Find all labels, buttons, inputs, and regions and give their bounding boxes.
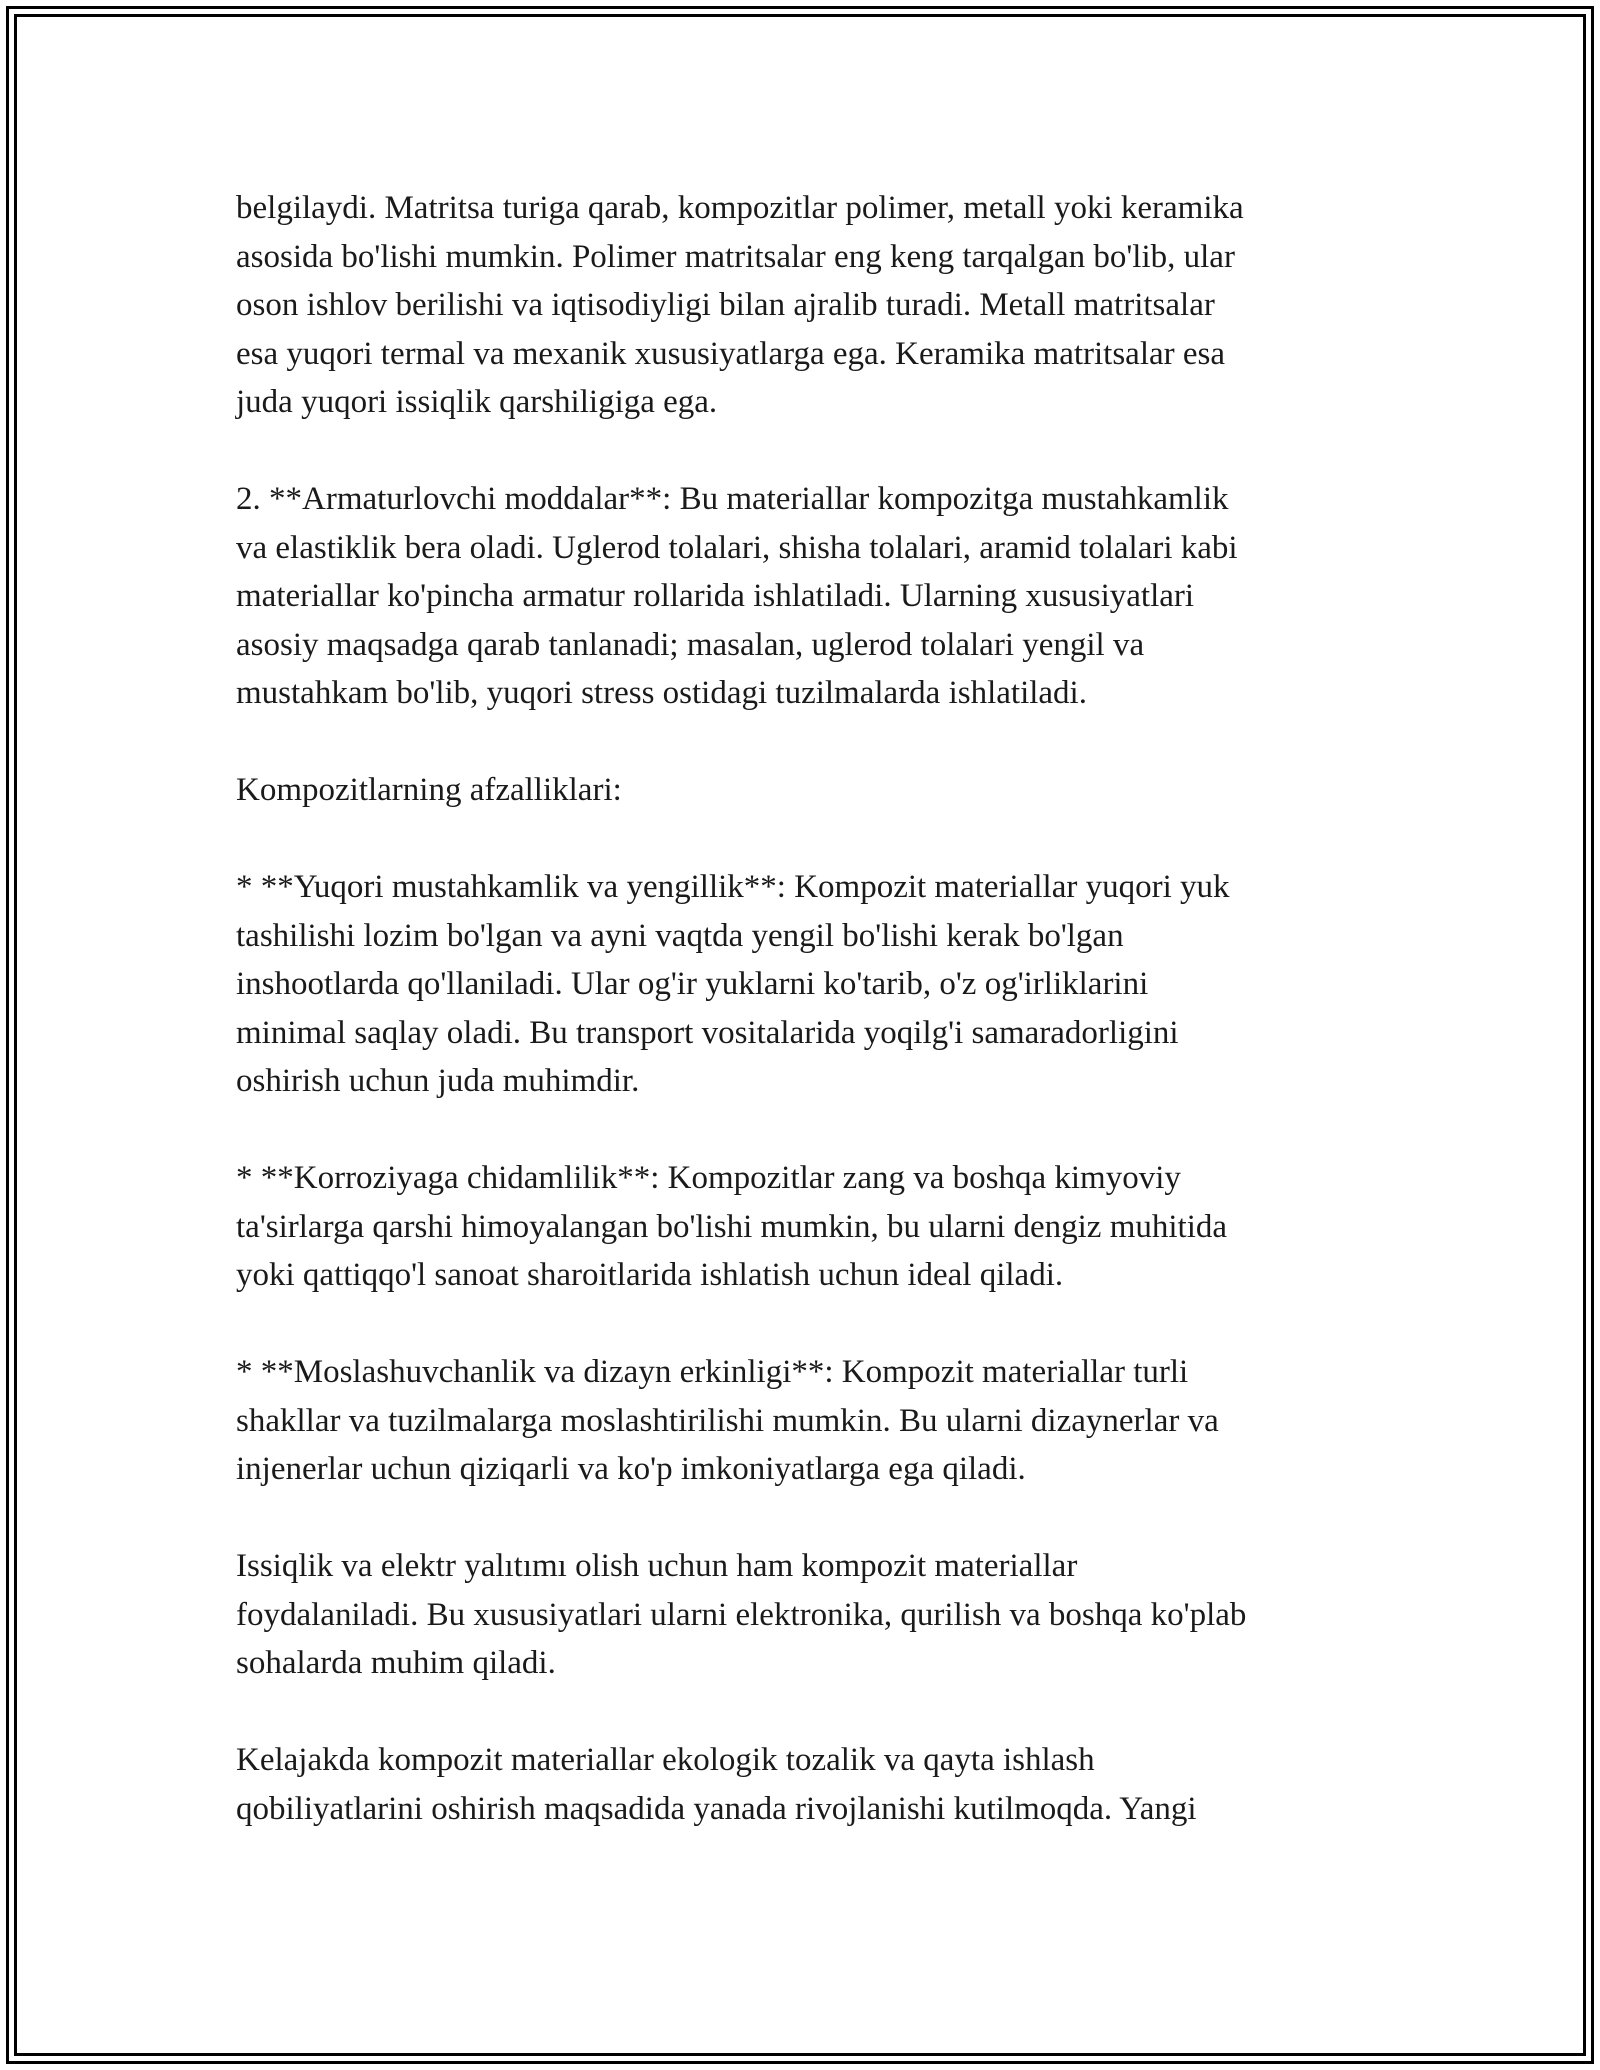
paragraph-reinforcing-agents: 2. **Armaturlovchi moddalar**: Bu materiallar kompozitga mustahkamlik va elastiklik bera oladi. Uglerod tolalari, shisha tolalari, aramid tolalari kabi materiallar ko'pincha armatur rollarida ishlatiladi. Ularning xususiyatlari asosiy maqsadga qarab tanlanadi; masalan, uglerod tolalari yengil va mustahkam bo'lib, yuqori stress ostidagi tuzilmalarda ishlatiladi.	[236, 481, 1238, 711]
paragraph-insulation: Issiqlik va elektr yalıtımı olish uchun ham kompozit materiallar foydalaniladi. Bu xususiyatlari ularni elektronika, qurilish va boshqa ko'plab sohalarda muhim qiladi.	[236, 1548, 1247, 1681]
paragraph-matrix-types: belgilaydi. Matritsa turiga qarab, kompozitlar polimer, metall yoki keramika asosida bo'lishi mumkin. Polimer matritsalar eng keng tarqalgan bo'lib, ular oson ishlov berilishi va iqtisodiyligi bilan ajralib turadi. Metall matritsalar esa yuqori termal va mexanik xususiyatlarga ega. Keramika matritsalar esa juda yuqori issiqlik qarshiligiga ega.	[236, 190, 1244, 420]
list-item-design-flexibility: * **Moslashuvchanlik va dizayn erkinligi**: Kompozit materiallar turli shakllar va tuzilmalarga moslashtirilishi mumkin. Bu ularni dizaynerlar va injenerlar uchun qiziqarli va ko'p imkoniyatlarga ega qiladi.	[236, 1354, 1219, 1487]
heading-advantages: Kompozitlarning afzalliklari:	[236, 772, 622, 808]
document-body	[236, 184, 1366, 1833]
list-item-strength-lightness: * **Yuqori mustahkamlik va yengillik**: Kompozit materiallar yuqori yuk tashilishi lozim bo'lgan va ayni vaqtda yengil bo'lishi kerak bo'lgan inshootlarda qo'llaniladi. Ular og'ir yuklarni ko'tarib, o'z og'irliklarini minimal saqlay oladi. Bu transport vositalarida yoqilg'i samaradorligini oshirish uchun juda muhimdir.	[236, 869, 1230, 1099]
paragraph-future: Kelajakda kompozit materiallar ekologik tozalik va qayta ishlash qobiliyatlarini oshirish maqsadida yanada rivojlanishi kutilmoqda. Yangi	[236, 1742, 1197, 1827]
list-item-corrosion-resistance: * **Korroziyaga chidamlilik**: Kompozitlar zang va boshqa kimyoviy ta'sirlarga qarshi himoyalangan bo'lishi mumkin, bu ularni dengiz muhitida yoki qattiqqo'l sanoat sharoitlarida ishlatish uchun ideal qiladi.	[236, 1160, 1228, 1293]
